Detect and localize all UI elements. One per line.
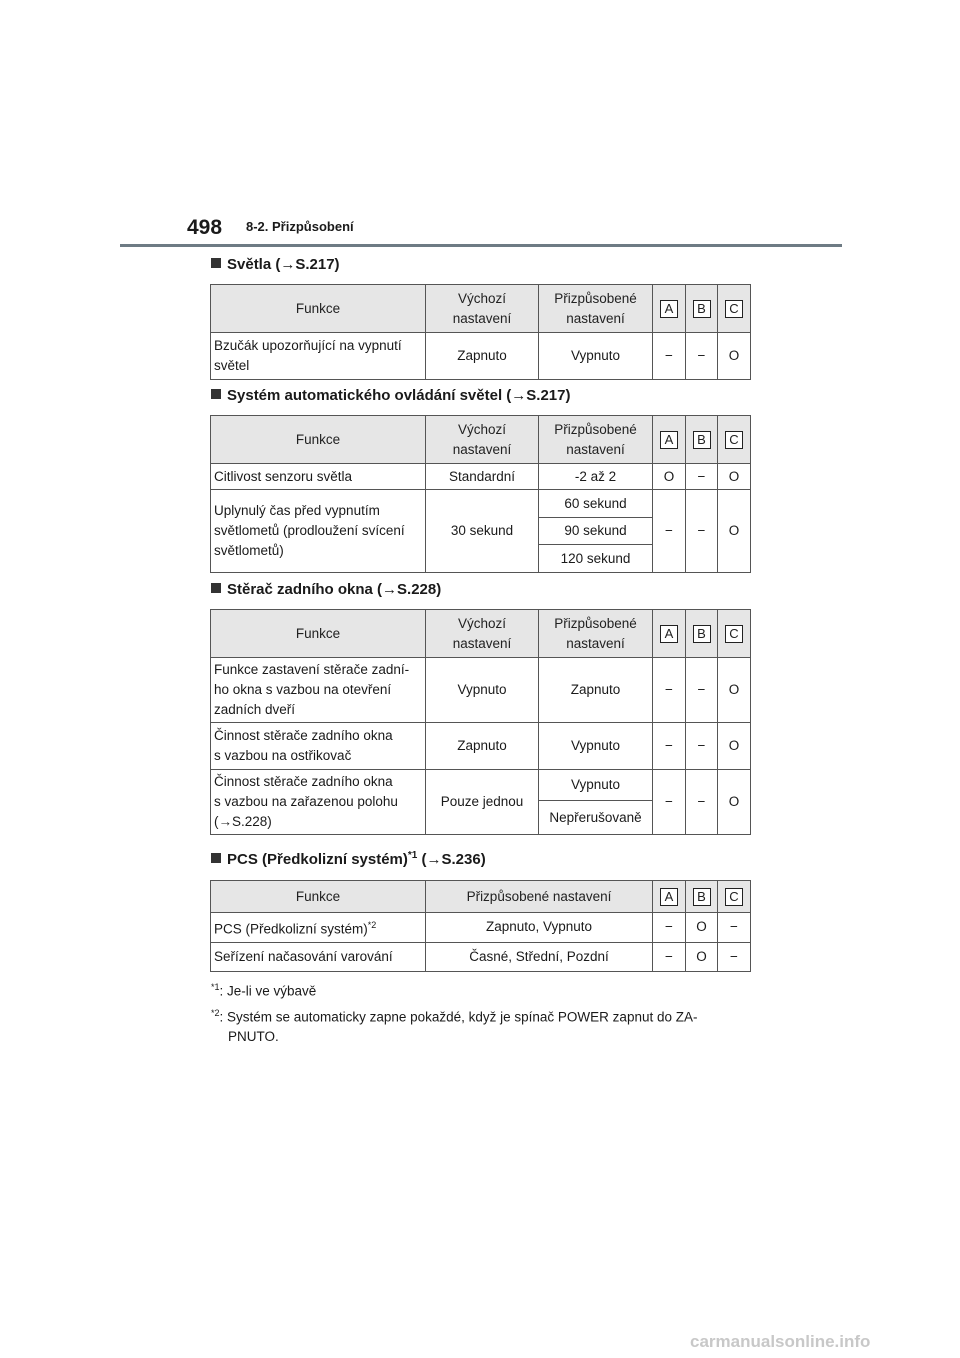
header-function: Funkce [211,610,426,658]
a-cell: − [653,333,686,380]
b-cell: − [686,658,718,723]
section-heading-auto-lights: Systém automatického ovládání světel (→S.217) [211,387,570,404]
default-cell: Pouze jednou [426,770,539,835]
custom-cell: Vypnuto [539,770,653,801]
function-cell: Činnost stěrače zadního okna s vazbou na ostřikovač [211,723,426,770]
b-cell: − [686,464,718,490]
function-cell: Seřízení načasování varování [211,942,426,971]
header-c: C [718,881,751,913]
header-a: A [653,881,686,913]
custom-cell: Zapnuto [539,658,653,723]
b-cell: O [686,942,718,971]
header-c: C [718,416,751,464]
square-bullet-icon [211,389,221,399]
c-cell: O [718,770,751,835]
c-cell: − [718,942,751,971]
c-cell: O [718,490,751,573]
custom-cell: 120 sekund [539,545,653,573]
table-row [211,464,751,490]
b-cell: − [686,770,718,835]
pcs-table [210,880,751,972]
section-heading-lights: Světla (→S.217) [211,256,340,273]
b-cell: − [686,723,718,770]
watermark: carmanualsonline.info [690,1332,871,1351]
table-row [211,770,751,801]
header-a: A [653,610,686,658]
custom-cell: Nepřerušovaně [539,801,653,835]
header-function: Funkce [211,416,426,464]
b-cell: O [686,913,718,943]
c-cell: O [718,658,751,723]
header-rule [120,244,842,247]
custom-cell: Zapnuto, Vypnuto [426,913,653,943]
square-bullet-icon [211,258,221,268]
table-header-row [211,881,751,913]
default-cell: 30 sekund [426,490,539,573]
chapter-title: 8-2. Přizpůsobení [246,219,354,234]
table-header-row [211,285,751,333]
default-cell: Zapnuto [426,723,539,770]
header-custom: Přizpůsobené nastavení [426,881,653,913]
table-row [211,913,751,943]
header-b: B [686,416,718,464]
header-function: Funkce [211,881,426,913]
a-cell: − [653,723,686,770]
default-cell: Vypnuto [426,658,539,723]
default-cell: Standardní [426,464,539,490]
function-cell: Činnost stěrače zadního okna s vazbou na zařazenou polohu (→S.228) [211,770,426,835]
table-row [211,942,751,971]
a-cell: − [653,490,686,573]
header-b: B [686,881,718,913]
header-custom: Přizpůsobené nastavení [539,285,653,333]
square-bullet-icon [211,853,221,863]
a-cell: − [653,770,686,835]
table-row [211,333,751,380]
header-a: A [653,416,686,464]
function-cell: Bzučák upozorňující na vypnutí světel [211,333,426,380]
header-custom: Přizpůsobené nastavení [539,416,653,464]
section-heading-rear-wiper: Stěrač zadního okna (→S.228) [211,581,441,598]
header-default: Výchozí nastavení [426,416,539,464]
c-cell: − [718,913,751,943]
custom-cell: Časné, Střední, Pozdní [426,942,653,971]
section-heading-pcs: PCS (Předkolizní systém)$^{*1}$ (→S.236) [211,850,486,868]
custom-cell: Vypnuto [539,333,653,380]
c-cell: O [718,333,751,380]
table-row [211,658,751,723]
table-header-row [211,416,751,464]
function-cell: Citlivost senzoru světla [211,464,426,490]
a-cell: − [653,942,686,971]
default-cell: Zapnuto [426,333,539,380]
header-default: Výchozí nastavení [426,610,539,658]
custom-cell: 90 sekund [539,518,653,545]
header-function: Funkce [211,285,426,333]
table-header-row [211,610,751,658]
footnote-1: $^{*1}$: Je-li ve výbavě [211,982,317,999]
page-number: 498 [187,216,223,239]
b-cell: − [686,333,718,380]
lights-table [210,284,751,380]
square-bullet-icon [211,583,221,593]
header-c: C [718,285,751,333]
function-cell: Uplynulý čas před vypnutím světlometů (prodloužení svícení světlometů) [211,490,426,573]
function-cell: PCS (Předkolizní systém)$^{*2}$ [211,913,426,943]
custom-cell: Vypnuto [539,723,653,770]
header-default: Výchozí nastavení [426,285,539,333]
custom-cell: 60 sekund [539,490,653,518]
header-a: A [653,285,686,333]
header-custom: Přizpůsobené nastavení [539,610,653,658]
table-row [211,723,751,770]
custom-cell: -2 až 2 [539,464,653,490]
table-row [211,490,751,518]
b-cell: − [686,490,718,573]
header-b: B [686,610,718,658]
a-cell: − [653,658,686,723]
header-b: B [686,285,718,333]
a-cell: O [653,464,686,490]
auto-lights-table [210,415,751,573]
rear-wiper-table [210,609,751,835]
function-cell: Funkce zastavení stěrače zadní- ho okna s vazbou na otevření zadních dveří [211,658,426,723]
footnote-2: $^{*2}$: Systém se automaticky zapne pokaždé, když je spínač POWER zapnut do ZA- PNUTO. [211,1008,698,1044]
header-c: C [718,610,751,658]
c-cell: O [718,723,751,770]
a-cell: − [653,913,686,943]
c-cell: O [718,464,751,490]
